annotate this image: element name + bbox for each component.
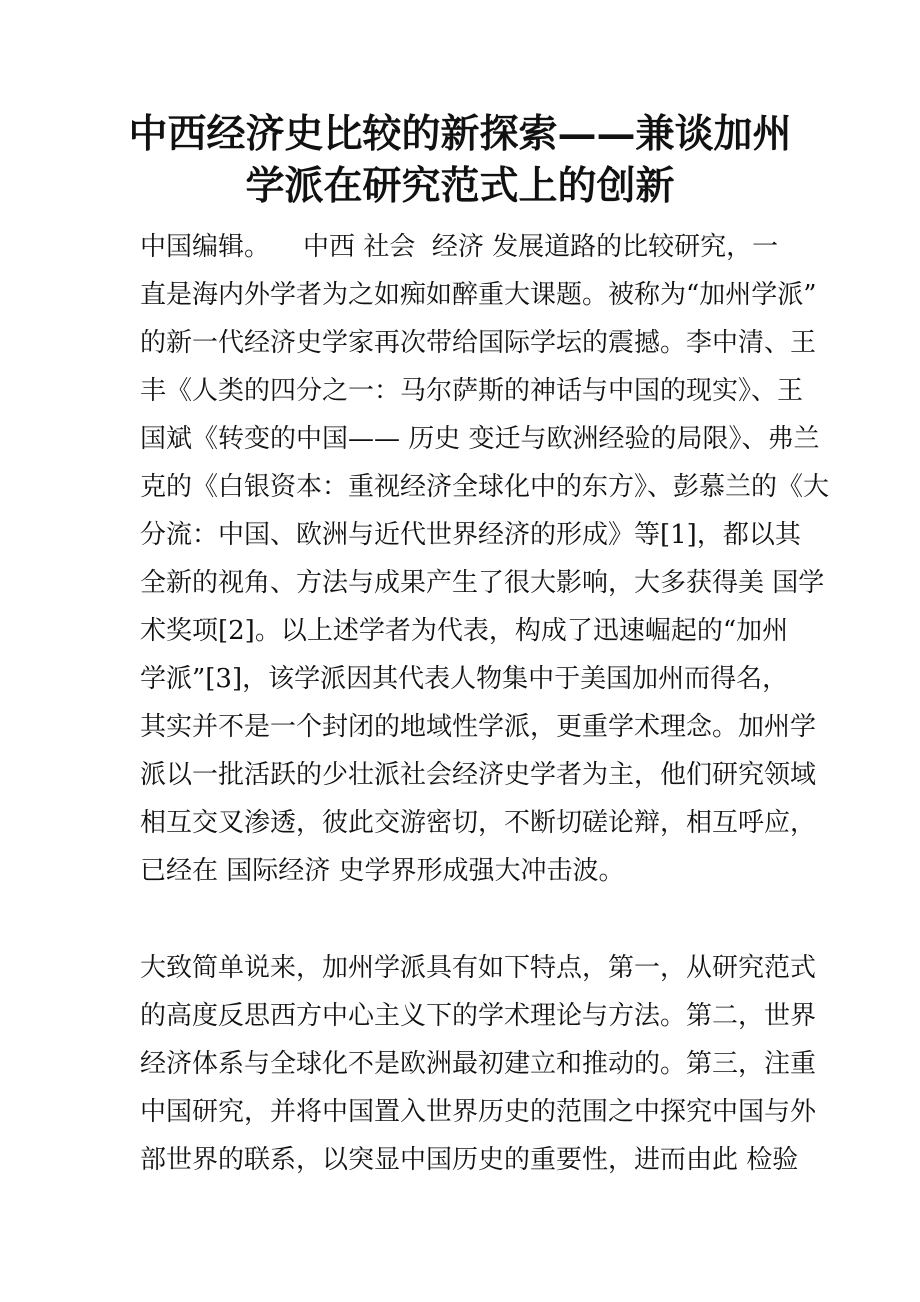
text-line: 相互交叉渗透，彼此交游密切，不断切磋论辩，相互呼应， — [140, 808, 817, 838]
document-title — [0, 108, 920, 212]
text-line: 中国研究，并将中国置入世界历史的范围之中探究中国与外 — [140, 1097, 817, 1127]
text-line: 中国编辑。 中西 社会 经济 发展道路的比较研究，一 — [140, 232, 779, 262]
text-line: 丰《人类的四分之一：马尔萨斯的神话与中国的现实》、王 — [140, 376, 804, 406]
text-line: 全新的视角、方法与成果产生了很大影响，大多获得美 国学 — [140, 568, 825, 598]
text-line: 直是海内外学者为之如痴如醉重大课题。被称为“加州学派” — [140, 280, 817, 310]
title-line: 学派在研究范式上的创新 — [245, 163, 675, 209]
text-line: 部世界的联系，以突显中国历史的重要性，进而由此 检验 — [140, 1145, 799, 1175]
text-line: 学派”[3]，该学派因其代表人物集中于美国加州而得名， — [140, 664, 789, 694]
text-line: 其实并不是一个封闭的地域性学派，更重学术理念。加州学 — [140, 712, 817, 742]
text-line: 分流：中国、欧洲与近代世界经济的形成》等[1]，都以其 — [140, 520, 801, 550]
text-line: 经济体系与全球化不是欧洲最初建立和推动的。第三，注重 — [140, 1049, 817, 1079]
paragraph-2 — [140, 944, 817, 1184]
text-line: 的高度反思西方中心主义下的学术理论与方法。第二，世界 — [140, 1001, 817, 1031]
text-line: 国斌《转变的中国—— 历史 变迁与欧洲经验的局限》、弗兰 — [140, 424, 820, 454]
text-line: 派以一批活跃的少壮派社会经济史学者为主，他们研究领域 — [140, 760, 817, 790]
text-line: 克的《白银资本：重视经济全球化中的东方》、彭慕兰的《大 — [140, 472, 830, 502]
text-line: 的新一代经济史学家再次带给国际学坛的震撼。李中清、王 — [140, 328, 817, 358]
text-line: 术奖项[2]。以上述学者为代表，构成了迅速崛起的“加州 — [140, 616, 789, 646]
text-line: 已经在 国际经济 史学界形成强大冲击波。 — [140, 856, 625, 886]
title-line: 中西经济史比较的新探索——兼谈加州 — [128, 111, 792, 157]
paragraph-1 — [140, 223, 830, 895]
text-line: 大致简单说来，加州学派具有如下特点，第一，从研究范式 — [140, 953, 817, 983]
